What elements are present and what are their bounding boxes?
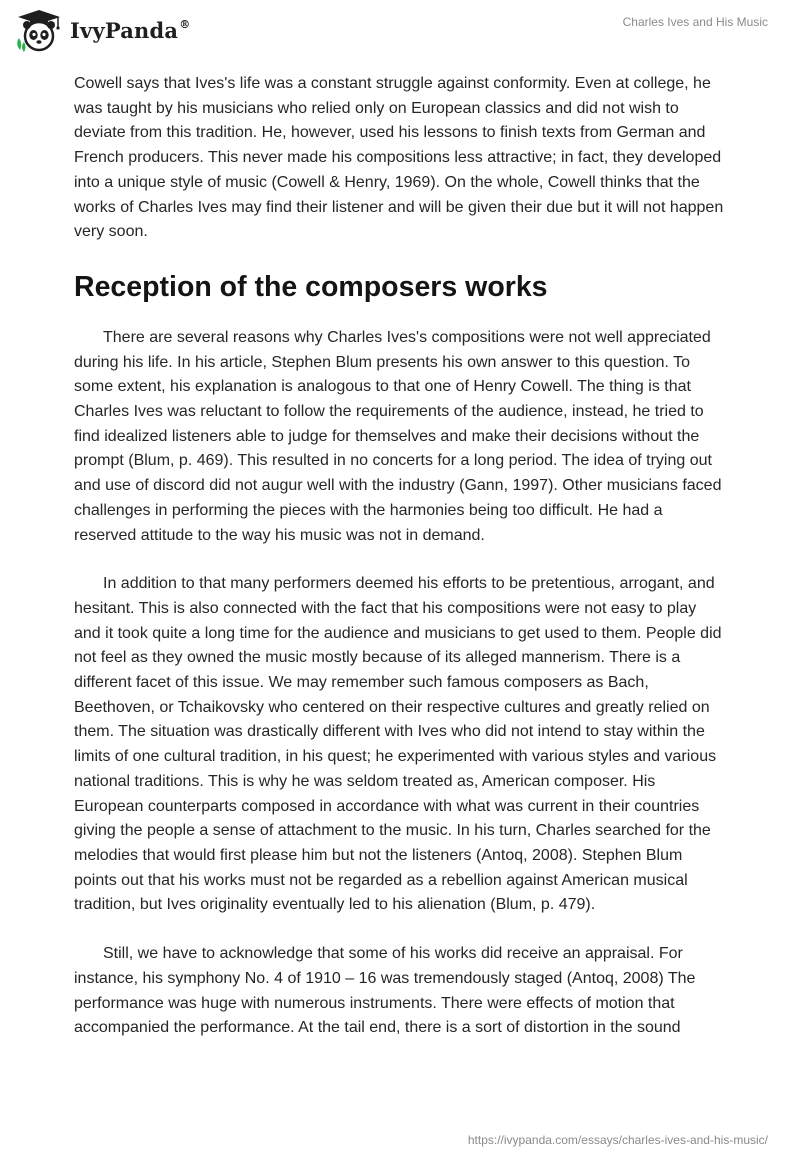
- document-title: Charles Ives and His Music: [622, 15, 768, 29]
- brand-name: IvyPanda®: [70, 17, 191, 43]
- essay-content: [74, 72, 726, 1041]
- logo[interactable]: [14, 8, 190, 52]
- section-heading: Reception of the composers works: [74, 270, 548, 303]
- body-paragraph-2: In addition to that many performers deemed his efforts to be pretentious, arrogant, and hesitant. This is also connected with the fact that his compositions were not easy to play and it took quite a long time for the audience and musicians to get used to them. People did not feel as they owned the music mostly because of its alleged mannerism. There is a different facet of this issue. We may remember such famous composers as Bach, Beethoven, or Tchaikovsky who centered on their respective cultures and greatly relied on them. The situation was drastically different with Ives who did not intend to stay within the limits of one cultural tradition, in his quest; he experimented with various styles and various national traditions. This is why he was seldom treated as, American composer. His European counterparts composed in accordance with what was current in their countries giving the people a sense of attachment to the music. In his turn, Charles searched for the melodies that would first please him but not the listeners (Antoq, 2008). Stephen Blum points out that his works must not be regarded as a rebellion against American musical tradition, but Ives originality eventually led to his alienation (Blum, p. 479).: [74, 575, 722, 914]
- panda-graduate-icon: [14, 8, 64, 52]
- body-paragraph-3: Still, we have to acknowledge that some of his works did receive an appraisal. For instance, his symphony No. 4 of 1910 – 16 was tremendously staged (Antoq, 2008) The performance was huge with numerous instruments. There were effects of motion that accompanied the performance. At the tail end, there is a sort of distortion in the sound: [74, 945, 696, 1037]
- body-paragraph-1: There are several reasons why Charles Ives's compositions were not well appreciated during his life. In his article, Stephen Blum presents his own answer to this question. To some extent, his explanation is analogous to that one of Henry Cowell. The thing is that Charles Ives was reluctant to follow the requirements of the audience, instead, he tried to find idealized listeners able to judge for themselves and make their decisions without the prompt (Blum, p. 469). This resulted in no concerts for a long period. The idea of trying out and use of discord did not augur well with the industry (Gann, 1997). Other musicians faced challenges in performing the pieces with the harmonies being too difficult. He had a reserved attitude to the way his music was not in demand.: [74, 328, 722, 544]
- intro-paragraph: Cowell says that Ives's life was a constant struggle against conformity. Even at college, he was taught by his musicians who relied only on European classics and did not wish to deviate from this tradition. He, however, used his lessons to finish texts from German and French producers. This never made his compositions less attractive; in fact, they developed into a unique style of music (Cowell & Henry, 1969). On the whole, Cowell thinks that the works of Charles Ives may find their listener and will be given their due but it will not happen very soon.: [74, 75, 724, 241]
- source-url[interactable]: https://ivypanda.com/essays/charles-ives-and-his-music/: [467, 1133, 768, 1147]
- page-header: [0, 0, 800, 60]
